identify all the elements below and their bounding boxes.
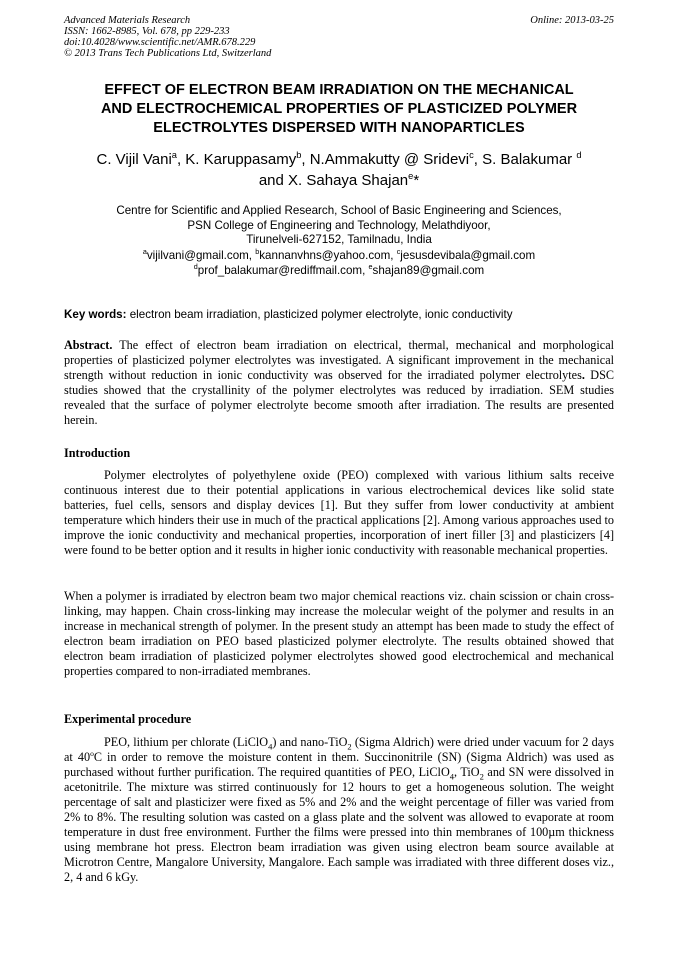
abstract-text: The effect of electron beam irradiation on electrical, thermal, mechanical and morphological properties of plasticized polymer electrolytes was investigated. A significant improvement in the mechanical strength without reduction in ionic conductivity was observed for the irradiated polymer electrolytes: [64, 338, 614, 382]
degree-mark: o: [90, 748, 94, 758]
subscript: 2: [347, 741, 352, 752]
abstract-text: DSC studies showed that the crystallinity of the polymer electrolytes was reduced by irradiation. SEM studies revealed that the surface of polymer electrolyte become smooth after irradiation. The results are presented herein.: [64, 368, 614, 427]
email-link[interactable]: vijilvani@gmail.com,: [146, 249, 256, 262]
section-heading-introduction: Introduction: [64, 446, 131, 460]
email-mark: c: [396, 247, 401, 257]
affiliation-line: Centre for Scientific and Applied Research, School of Basic Engineering and Sciences,: [116, 204, 562, 217]
affiliation-line: PSN College of Engineering and Technology, Melathdiyoor,: [187, 218, 491, 232]
text-run: (Sigma Aldrich) were dried under vacuum for 2 days at 40: [64, 735, 614, 764]
keywords-label: Key words:: [64, 308, 127, 321]
abstract: [64, 338, 614, 428]
author-name: and X. Sahaya Shajan: [258, 172, 409, 189]
author-list: [60, 149, 618, 191]
author-name: , K. Karuppasamy: [176, 151, 297, 168]
issn-line: ISSN: 1662-8985, Vol. 678, pp 229-233: [64, 26, 230, 37]
text-run: PEO, lithium per chlorate (LiClO: [104, 735, 269, 749]
experimental-paragraph: [64, 735, 614, 885]
email-mark: a: [142, 247, 147, 257]
section-heading-experimental: Experimental procedure: [64, 712, 192, 726]
author-emails: [60, 249, 618, 278]
paper-title: [60, 81, 618, 138]
email-mark: e: [368, 261, 373, 271]
corresponding-author-mark: *: [413, 172, 420, 189]
text-run: ) and nano-TiO: [272, 735, 348, 749]
text-run: , TiO: [454, 765, 480, 779]
email-link[interactable]: prof_balakumar@rediffmail.com,: [197, 263, 369, 277]
online-date: Online: 2013-03-25: [530, 15, 614, 26]
author-affil-mark: c: [469, 150, 474, 160]
keywords: [64, 308, 624, 322]
text-run: C in order to remove the moisture content in them. Succinonitrile (SN) (Sigma Aldrich) was used as purchased without further purification. The required quantities of PEO, LiClO: [64, 750, 614, 779]
journal-header: [64, 15, 614, 59]
title-line: EFFECT OF ELECTRON BEAM IRRADIATION ON THE MECHANICAL: [104, 82, 574, 98]
doi-line[interactable]: doi:10.4028/www.scientific.net/AMR.678.229: [64, 37, 256, 48]
email-mark: b: [255, 247, 260, 257]
abstract-label: Abstract.: [64, 338, 113, 352]
introduction-paragraph: When a polymer is irradiated by electron beam two major chemical reactions viz. chain scission or chain cross-linking, may happen. Chain cross-linking may increase the molecular weight of the polymer and results in an increase in mechanical strength of polymer. In the present study an attempt has been made to study the effect of electron beam irradiation on PEO based plasticized polymer electrolyte. The results obtained showed that electron beam irradiation of plasticized polymer electrolytes showed good electrochemical and mechanical properties compared to non-irradiated membranes.: [64, 589, 614, 678]
subscript: 4: [268, 741, 273, 752]
abstract-period: .: [581, 368, 585, 382]
author-affil-mark: b: [296, 150, 302, 160]
author-name: , N.Ammakutty @ Sridevi: [301, 151, 470, 168]
title-line: AND ELECTROCHEMICAL PROPERTIES OF PLASTICIZED POLYMER: [100, 101, 578, 117]
email-link[interactable]: jesusdevibala@gmail.com: [400, 249, 536, 262]
author-affil-mark: a: [171, 150, 177, 160]
subscript: 2: [479, 771, 484, 782]
introduction-paragraph: Polymer electrolytes of polyethylene oxide (PEO) complexed with various lithium salts receive continuous interest due to their potential applications in various electrochemical devices like solid state batteries, fuel cells, sensors and display devices [1]. But they suffer from lower conductivity at ambient temperature which hinders their use in much of the practical applications [2]. Among various approaches used to improve the ionic conductivity and mechanical properties, incorporation of inert filler [3] and plasticizers [4] were found to be better option and it results in higher ionic conductivity with reasonable mechanical properties.: [64, 468, 614, 557]
email-link[interactable]: shajan89@gmail.com: [372, 263, 485, 277]
author-name: , S. Balakumar: [473, 151, 577, 168]
affiliation: [60, 204, 618, 248]
author-affil-mark: e: [408, 171, 414, 181]
text-run: and SN were dissolved in acetonitrile. The mixture was stirred continuously for 12 hours to get a homogeneous solution. The weight percentage of salt and plasticizer were fixed as 5% and 2% and the weight percentage of filler was varied from 2% to 8%. The resulting solution was casted on a glass plate and the solvent was allowed to evaporate at room temperature in dust free environment. Further the films were pressed into thin membranes of 100µm thickness using membrane hot press. Electron beam irradiation was given using electron beam source available at Microtron Centre, Mangalore University, Mangalore. Each sample was irradiated with three different doses viz., 2, 4 and 6 kGy.: [64, 765, 615, 884]
email-mark: d: [193, 261, 198, 271]
email-link[interactable]: kannanvhns@yahoo.com,: [259, 249, 397, 262]
copyright-line: © 2013 Trans Tech Publications Ltd, Switzerland: [64, 48, 272, 59]
author-name: C. Vijil Vani: [96, 151, 172, 168]
title-line: ELECTROLYTES DISPERSED WITH NANOPARTICLES: [153, 120, 525, 136]
subscript: 4: [449, 771, 455, 782]
keywords-text: electron beam irradiation, plasticized polymer electrolyte, ionic conductivity: [126, 308, 513, 321]
journal-name: Advanced Materials Research: [64, 15, 191, 26]
author-affil-mark: d: [576, 150, 582, 160]
affiliation-line: Tirunelveli-627152, Tamilnadu, India: [246, 233, 432, 246]
